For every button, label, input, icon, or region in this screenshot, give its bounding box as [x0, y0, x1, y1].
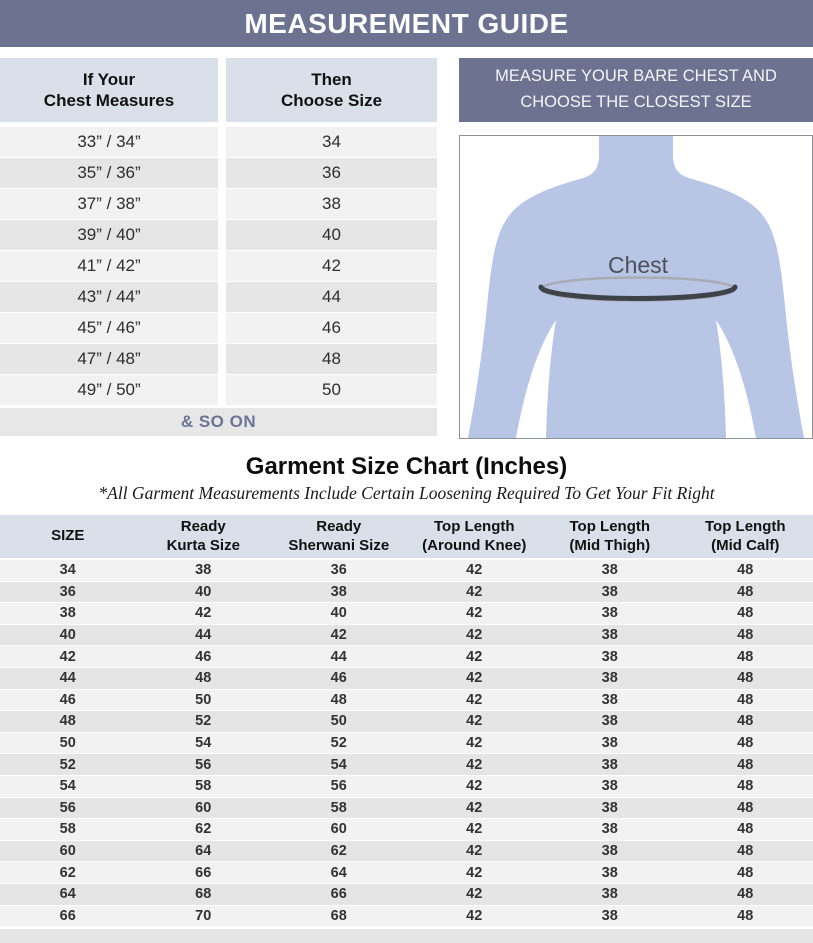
garment-cell: 38 [59, 605, 76, 622]
garment-cell: 42 [466, 756, 483, 773]
garment-table-row [0, 711, 813, 733]
garment-cell: 42 [466, 670, 483, 687]
chest-measures-cell: 49” / 50” [0, 375, 218, 405]
garment-cell: 54 [330, 756, 347, 773]
garment-cell: 38 [601, 713, 618, 730]
chest-measures-cell: 43” / 44” [0, 282, 218, 312]
col-header-mid-thigh: Top Length (Mid Thigh) [569, 517, 651, 554]
torso-silhouette [468, 136, 804, 438]
garment-cell: 52 [59, 756, 76, 773]
garment-cell: 48 [737, 864, 754, 881]
garment-cell: 64 [195, 843, 212, 860]
chest-table-row [0, 313, 437, 344]
garment-cell: 48 [737, 756, 754, 773]
garment-cell: 58 [195, 778, 212, 795]
garment-size-chart [0, 453, 813, 943]
garment-table-rows [0, 560, 813, 927]
garment-cell: 58 [330, 799, 347, 816]
garment-cell: 38 [601, 821, 618, 838]
garment-cell: 70 [195, 907, 212, 924]
garment-cell: 48 [737, 605, 754, 622]
garment-cell: 42 [466, 713, 483, 730]
measure-panel-heading: MEASURE YOUR BARE CHEST AND CHOOSE THE CLOSEST SIZE [459, 58, 813, 122]
garment-table-row [0, 798, 813, 820]
col-header-around-knee: Top Length (Around Knee) [422, 517, 527, 554]
garment-cell: 48 [737, 627, 754, 644]
garment-chart-note: *All Garment Measurements Include Certain Loosening Required To Get Your Fit Right [98, 483, 715, 503]
chest-size-cell: 50 [226, 375, 437, 405]
garment-cell: 42 [466, 778, 483, 795]
chest-label: Chest [607, 252, 669, 278]
garment-cell: 38 [601, 670, 618, 687]
garment-cell: 46 [330, 670, 347, 687]
garment-cell: 48 [737, 886, 754, 903]
garment-cell: 48 [737, 583, 754, 600]
chest-table-row [0, 158, 437, 189]
garment-cell: 50 [195, 691, 212, 708]
garment-cell: 42 [466, 799, 483, 816]
chest-measures-cell: 37” / 38” [0, 189, 218, 219]
garment-cell: 38 [601, 735, 618, 752]
garment-cell: 48 [195, 670, 212, 687]
garment-cell: 38 [601, 907, 618, 924]
garment-table-row [0, 862, 813, 884]
chest-size-cell: 44 [226, 282, 437, 312]
garment-cell: 60 [59, 843, 76, 860]
garment-cell: 52 [195, 713, 212, 730]
garment-cell: 62 [59, 864, 76, 881]
garment-table-row [0, 625, 813, 647]
chest-measures-cell: 35” / 36” [0, 158, 218, 188]
garment-cell: 48 [737, 691, 754, 708]
garment-cell: 68 [195, 886, 212, 903]
garment-cell: 56 [59, 799, 76, 816]
garment-cell: 40 [330, 605, 347, 622]
chest-size-cell: 34 [226, 127, 437, 157]
garment-cell: 48 [737, 778, 754, 795]
garment-cell: 66 [195, 864, 212, 881]
garment-cell: 40 [59, 627, 76, 644]
garment-table-row [0, 776, 813, 798]
garment-cell: 38 [195, 562, 212, 579]
garment-cell: 44 [330, 648, 347, 665]
garment-cell: 58 [59, 821, 76, 838]
garment-cell: 60 [195, 799, 212, 816]
garment-cell: 38 [601, 648, 618, 665]
garment-cell: 50 [330, 713, 347, 730]
garment-table-row [0, 582, 813, 604]
chest-table-rows [0, 127, 437, 406]
garment-cell: 54 [195, 735, 212, 752]
col-header-kurta: Ready Kurta Size [166, 517, 240, 554]
garment-table-row [0, 646, 813, 668]
garment-cell: 38 [601, 799, 618, 816]
garment-cell: 42 [330, 627, 347, 644]
garment-cell: 38 [601, 583, 618, 600]
chest-measures-cell: 45” / 46” [0, 313, 218, 343]
garment-table-row [0, 690, 813, 712]
garment-cell: 48 [330, 691, 347, 708]
garment-cell: 66 [59, 907, 76, 924]
chest-measures-cell: 41” / 42” [0, 251, 218, 281]
garment-cell: 46 [195, 648, 212, 665]
torso-illustration [459, 135, 813, 439]
garment-cell: 42 [466, 907, 483, 924]
garment-table-row [0, 906, 813, 928]
garment-cell: 62 [330, 843, 347, 860]
garment-cell: 38 [601, 886, 618, 903]
garment-cell: 56 [195, 756, 212, 773]
chest-table-row [0, 375, 437, 406]
banner [0, 0, 813, 47]
garment-cell: 42 [466, 843, 483, 860]
garment-cell: 42 [466, 886, 483, 903]
garment-cell: 48 [59, 713, 76, 730]
garment-cell: 64 [59, 886, 76, 903]
chest-table-row [0, 282, 437, 313]
measure-panel [459, 58, 813, 439]
garment-cell: 42 [466, 821, 483, 838]
garment-cell: 66 [330, 886, 347, 903]
garment-cell: 38 [601, 627, 618, 644]
garment-cell: 48 [737, 907, 754, 924]
col-header-size: SIZE [51, 527, 85, 545]
garment-cell: 42 [466, 864, 483, 881]
garment-cell: 42 [466, 648, 483, 665]
garment-cell: 36 [59, 583, 76, 600]
col-header-sherwani: Ready Sherwani Size [288, 517, 390, 554]
garment-cell: 48 [737, 648, 754, 665]
garment-cell: 42 [466, 562, 483, 579]
garment-cell: 42 [466, 583, 483, 600]
garment-cell: 50 [59, 735, 76, 752]
garment-cell: 46 [59, 691, 76, 708]
chest-table-footer: & SO ON [0, 408, 437, 436]
garment-cell: 38 [330, 583, 347, 600]
torso-svg [460, 136, 812, 438]
garment-cell: 62 [195, 821, 212, 838]
garment-cell: 48 [737, 670, 754, 687]
garment-cell: 38 [601, 605, 618, 622]
garment-table-row [0, 603, 813, 625]
garment-table-row [0, 560, 813, 582]
chest-table-header [0, 58, 437, 122]
garment-cell: 68 [330, 907, 347, 924]
garment-cell: 48 [737, 713, 754, 730]
top-section [0, 58, 813, 439]
garment-table-row [0, 841, 813, 863]
garment-table-row [0, 884, 813, 906]
garment-cell: 38 [601, 691, 618, 708]
garment-cell: 48 [737, 562, 754, 579]
garment-cell: 44 [59, 670, 76, 687]
garment-cell: 48 [737, 799, 754, 816]
garment-table-row [0, 819, 813, 841]
garment-cell: 64 [330, 864, 347, 881]
col-header-mid-calf: Top Length (Mid Calf) [704, 517, 786, 554]
chest-measures-cell: 33” / 34” [0, 127, 218, 157]
garment-table-row [0, 668, 813, 690]
chest-measures-header: If Your Chest Measures [0, 58, 218, 122]
garment-cell: 48 [737, 821, 754, 838]
bottom-strip [0, 929, 813, 943]
garment-table-row [0, 733, 813, 755]
garment-cell: 42 [466, 691, 483, 708]
garment-cell: 52 [330, 735, 347, 752]
garment-cell: 38 [601, 562, 618, 579]
garment-table-header [0, 515, 813, 558]
garment-cell: 38 [601, 843, 618, 860]
garment-cell: 38 [601, 756, 618, 773]
choose-size-header: Then Choose Size [226, 58, 437, 122]
garment-cell: 48 [737, 735, 754, 752]
chest-measures-cell: 39” / 40” [0, 220, 218, 250]
garment-cell: 44 [195, 627, 212, 644]
chest-size-cell: 46 [226, 313, 437, 343]
garment-cell: 42 [195, 605, 212, 622]
garment-cell: 48 [737, 843, 754, 860]
garment-table-row [0, 754, 813, 776]
chest-table-row [0, 344, 437, 375]
garment-cell: 38 [601, 864, 618, 881]
chest-size-cell: 40 [226, 220, 437, 250]
garment-chart-title: Garment Size Chart (Inches) [245, 453, 568, 480]
garment-cell: 38 [601, 778, 618, 795]
garment-cell: 42 [59, 648, 76, 665]
chest-table-row [0, 220, 437, 251]
chest-size-cell: 48 [226, 344, 437, 374]
chest-measures-cell: 47” / 48” [0, 344, 218, 374]
chest-size-cell: 36 [226, 158, 437, 188]
chest-table-row [0, 251, 437, 282]
garment-cell: 40 [195, 583, 212, 600]
garment-cell: 36 [330, 562, 347, 579]
chest-size-table [0, 58, 437, 439]
garment-cell: 42 [466, 605, 483, 622]
chest-table-row [0, 127, 437, 158]
garment-cell: 34 [59, 562, 76, 579]
garment-cell: 42 [466, 627, 483, 644]
garment-cell: 60 [330, 821, 347, 838]
garment-cell: 42 [466, 735, 483, 752]
chest-size-cell: 38 [226, 189, 437, 219]
page-title: MEASUREMENT GUIDE [244, 7, 569, 39]
garment-cell: 54 [59, 778, 76, 795]
chest-size-cell: 42 [226, 251, 437, 281]
chest-table-row [0, 189, 437, 220]
garment-cell: 56 [330, 778, 347, 795]
